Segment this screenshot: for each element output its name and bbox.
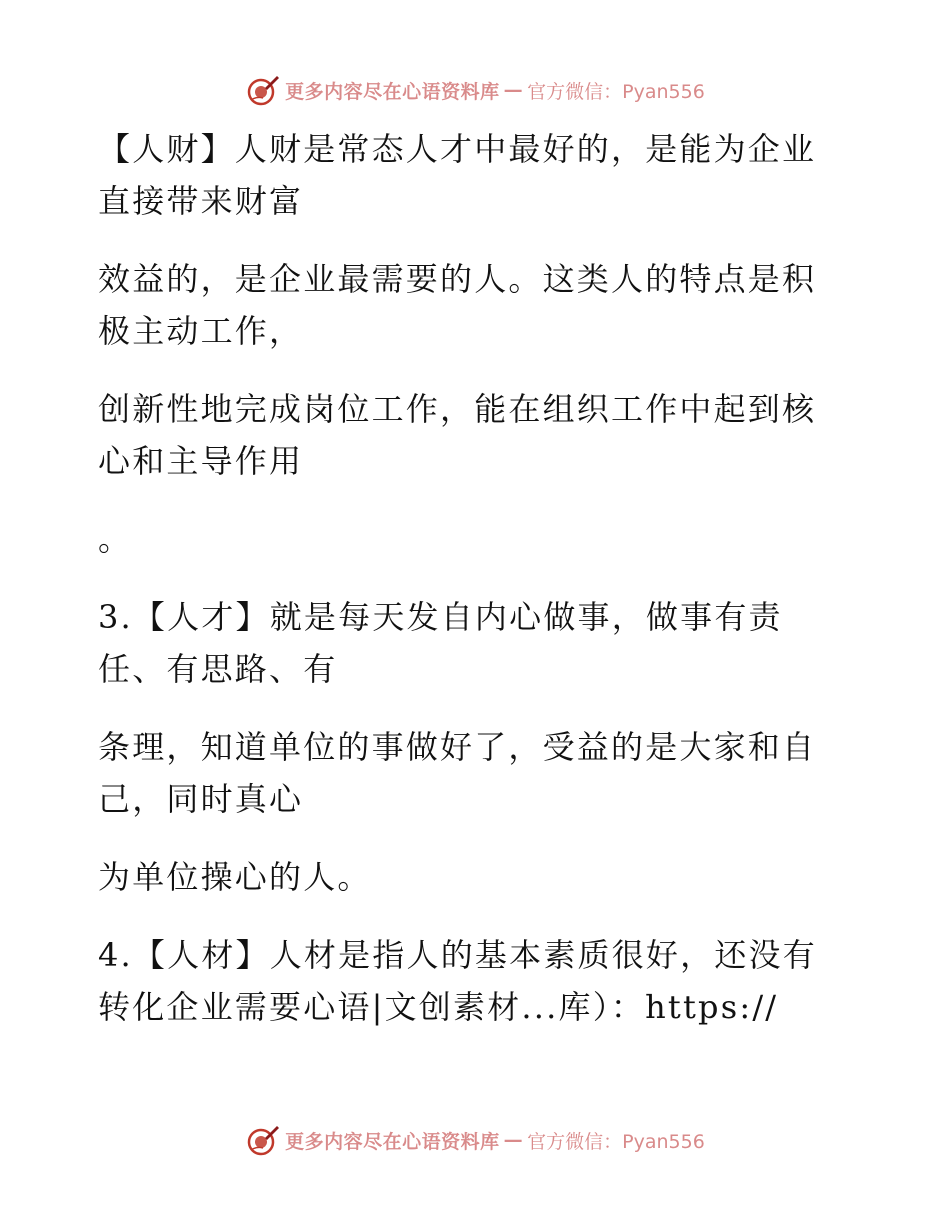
- paragraph: [98, 513, 838, 565]
- text-line: 【人财】人财是常态人才中最好的，是能为企业: [98, 130, 817, 168]
- paragraph: [98, 591, 838, 695]
- text-line: 创新性地完成岗位工作，能在组织工作中起到核: [98, 390, 817, 428]
- paragraph: [98, 721, 838, 825]
- paragraph: [98, 851, 838, 903]
- pen-logo-icon: [245, 1122, 281, 1158]
- text-line: 直接带来财富: [98, 182, 304, 220]
- watermark-wechat: 官方微信：Pyan556: [527, 80, 705, 103]
- watermark-wechat: 官方微信：Pyan556: [527, 1130, 705, 1153]
- text-line: 。: [98, 520, 133, 558]
- watermark: [245, 1122, 705, 1158]
- text-line: 转化企业需要心语|文创素材...库）：https://: [98, 988, 779, 1026]
- page-header-watermark: [0, 70, 950, 110]
- text-line: 条理，知道单位的事做好了，受益的是大家和自: [98, 728, 817, 766]
- text-line: 4.【人材】人材是指人的基本素质很好，还没有: [98, 936, 817, 974]
- watermark-brand: 更多内容尽在心语资料库: [285, 80, 500, 103]
- watermark-brand: 更多内容尽在心语资料库: [285, 1130, 500, 1153]
- text-line: 极主动工作，: [98, 312, 304, 350]
- text-line: 任、有思路、有: [98, 650, 338, 688]
- text-line: 心和主导作用: [98, 442, 304, 480]
- paragraph: [98, 123, 838, 227]
- paragraph: [98, 253, 838, 357]
- watermark-dash: —: [503, 1129, 524, 1151]
- paragraph: [98, 929, 838, 1033]
- text-line: 效益的，是企业最需要的人。这类人的特点是积: [98, 260, 817, 298]
- text-line: 3.【人才】就是每天发自内心做事，做事有责: [98, 598, 783, 636]
- watermark: [245, 72, 705, 108]
- pen-logo-icon: [245, 72, 281, 108]
- paragraph: [98, 383, 838, 487]
- text-line: 为单位操心的人。: [98, 858, 372, 896]
- text-line: 己，同时真心: [98, 780, 304, 818]
- page-footer-watermark: [0, 1120, 950, 1160]
- watermark-dash: —: [503, 79, 524, 101]
- document-body: [98, 123, 838, 1059]
